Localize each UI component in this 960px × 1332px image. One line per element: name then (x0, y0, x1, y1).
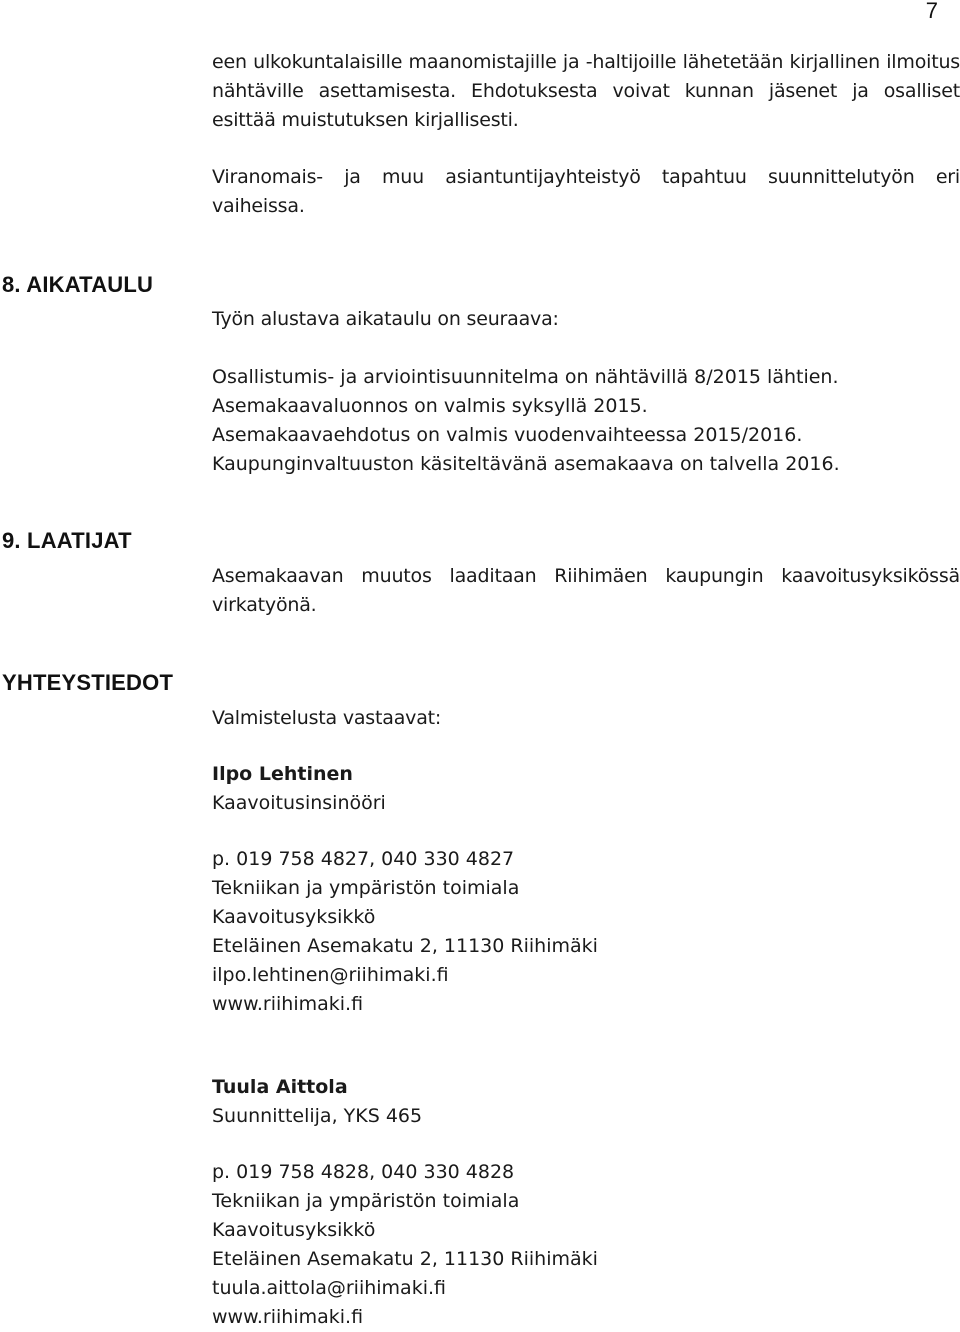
contact-title: Suunnittelija, YKS 465 (212, 1105, 423, 1127)
contact-web-link[interactable]: www.riihimaki.fi (212, 993, 364, 1015)
contact-card-1 (212, 760, 960, 818)
contacts-intro-text: Valmistelusta vastaavat: (212, 707, 442, 729)
contact-unit: Kaavoitusyksikkö (212, 906, 376, 928)
contact-name: Tuula Aittola (212, 1076, 348, 1098)
contact-email-link[interactable]: ilpo.lehtinen@riihimaki.fi (212, 964, 449, 986)
section-8-heading: 8. AIKATAULU (2, 272, 154, 297)
contact-phone: p. 019 758 4827, 040 330 4827 (212, 848, 515, 870)
contact-address: Eteläinen Asemakatu 2, 11130 Riihimäki (212, 1248, 598, 1270)
contact-web-link[interactable]: www.riihimaki.fi (212, 1306, 364, 1328)
contact-details-2 (212, 1158, 960, 1332)
contact-details-1 (212, 845, 960, 1019)
intro-section-2 (212, 163, 960, 221)
schedule-intro (212, 305, 960, 334)
contacts-heading: YHTEYSTIEDOT (2, 670, 174, 695)
contacts-intro (212, 704, 960, 733)
contact-department: Tekniikan ja ympäristön toimiala (212, 877, 520, 899)
schedule-item: Osallistumis- ja arviointisuunnitelma on nähtävillä 8/2015 lähtien. (212, 366, 839, 388)
schedule-item: Asemakaavaluonnos on valmis syksyllä 2015. (212, 395, 648, 417)
authors-text: Asemakaavan muutos laaditaan Riihimäen kaupungin kaavoitusyksikössä virkatyönä. (212, 565, 960, 616)
schedule-list (212, 363, 960, 479)
schedule-item: Asemakaavaehdotus on valmis vuodenvaihteessa 2015/2016. (212, 424, 803, 446)
schedule-item: Kaupunginvaltuuston käsiteltävänä asemakaava on talvella 2016. (212, 453, 840, 475)
intro-paragraph-1: een ulkokuntalaisille maanomistajille ja -haltijoille lähetetään kirjallinen ilmoitus nähtäville asettamisesta. Ehdotuksesta voivat kunnan jäsenet ja osalliset esittää muistutuksen kirjallisesti. (212, 51, 960, 131)
intro-section (212, 48, 960, 135)
contact-address: Eteläinen Asemakatu 2, 11130 Riihimäki (212, 935, 598, 957)
intro-paragraph-2: Viranomais- ja muu asiantuntijayhteistyö tapahtuu suunnittelutyön eri vaiheissa. (212, 166, 960, 217)
contact-phone: p. 019 758 4828, 040 330 4828 (212, 1161, 515, 1183)
contact-unit: Kaavoitusyksikkö (212, 1219, 376, 1241)
contact-card-2 (212, 1073, 960, 1131)
contact-email-link[interactable]: tuula.aittola@riihimaki.fi (212, 1277, 446, 1299)
contact-name: Ilpo Lehtinen (212, 763, 353, 785)
authors-section (212, 562, 960, 620)
contact-title: Kaavoitusinsinööri (212, 792, 386, 814)
contact-department: Tekniikan ja ympäristön toimiala (212, 1190, 520, 1212)
page-number: 7 (925, 0, 938, 23)
schedule-intro-text: Työn alustava aikataulu on seuraava: (212, 308, 559, 330)
section-9-heading: 9. LAATIJAT (2, 528, 132, 553)
